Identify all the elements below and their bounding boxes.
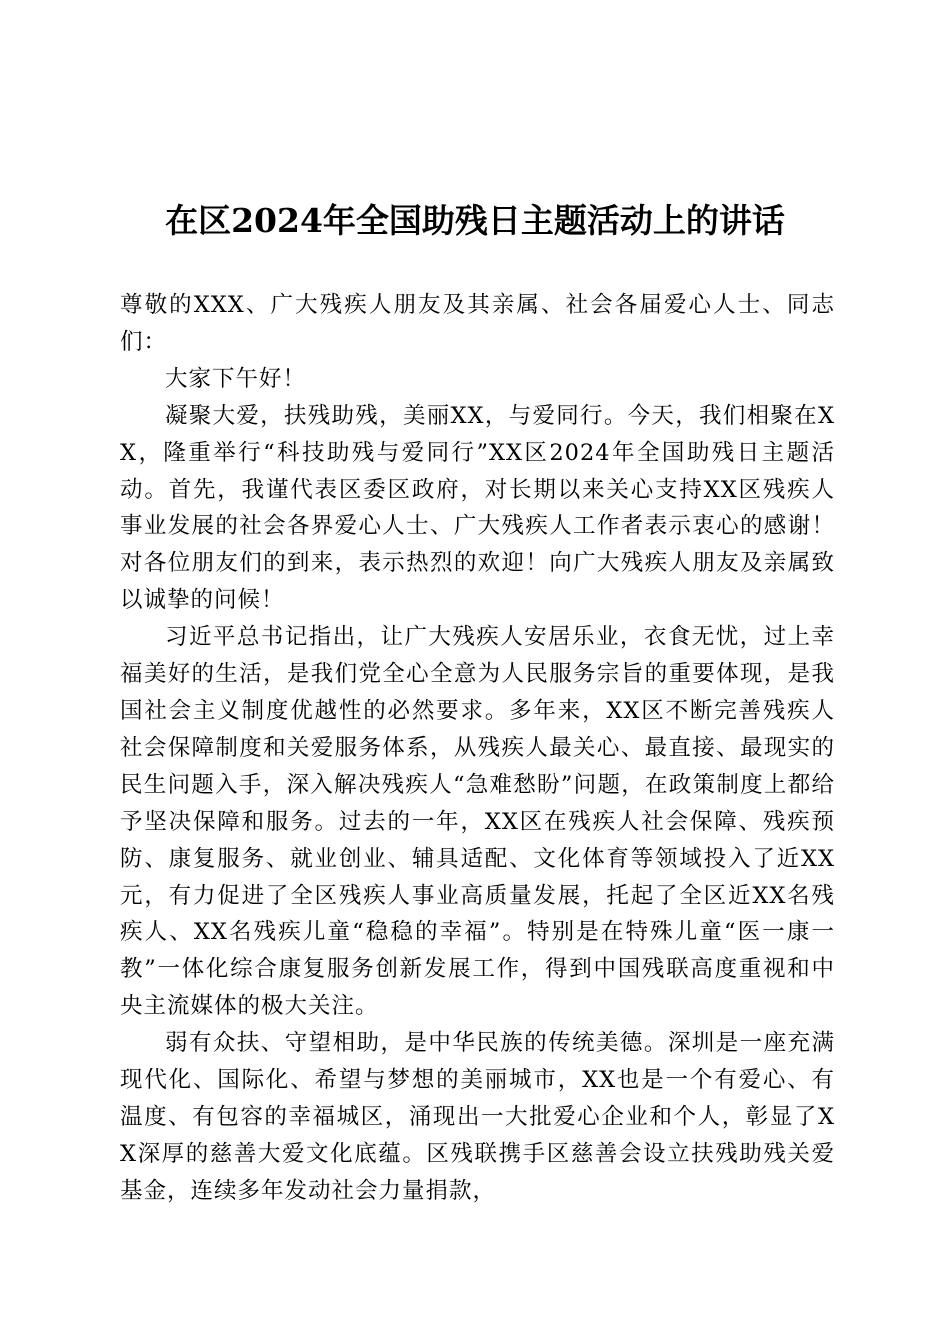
- paragraph-achievements: 习近平总书记指出，让广大残疾人安居乐业，衣食无忧，过上幸福美好的生活，是我们党全心全意为人民服务宗旨的重要体现，是我国社会主义制度优越性的必然要求。多年来，XX区不断完善残疾人社会保障制度和关爱服务体系，从残疾人最关心、最直接、最现实的民生问题入手，深入解决残疾人“急难愁盼”问题，在政策制度上都给予坚决保障和服务。过去的一年，XX区在残疾人社会保障、残疾预防、康复服务、就业创业、辅具适配、文化体育等领域投入了近XX元，有力促进了全区残疾人事业高质量发展，托起了全区近XX名残疾人、XX名残疾儿童“稳稳的幸福”。特别是在特殊儿童“医一康一教”一体化综合康复服务创新发展工作，得到中国残联高度重视和中央主流媒体的极大关注。: [120, 624, 835, 1020]
- paragraph-opening: 凝聚大爱，扶残助残，美丽XX，与爱同行。今天，我们相聚在XX，隆重举行“科技助残与爱同行”XX区2024年全国助残日主题活动。首先，我谨代表区委区政府，对长期以来关心支持XX区残疾人事业发展的社会各界爱心人士、广大残疾人工作者表示衷心的感谢！对各位朋友们的到来，表示热烈的欢迎！向广大残疾人朋友及亲属致以诚挚的问候！: [120, 402, 835, 614]
- document-body: [120, 287, 835, 1210]
- document-title: 在区2024年全国助残日主题活动上的讲话: [165, 201, 785, 240]
- paragraph-tradition: 弱有众扶、守望相助，是中华民族的传统美德。深圳是一座充满现代化、国际化、希望与梦想的美丽城市，XX也是一个有爱心、有温度、有包容的幸福城区，涌现出一大批爱心企业和个人，彰显了XX深厚的慈善大爱文化底蕴。区残联携手区慈善会设立扶残助残关爱基金，连续多年发动社会力量捐款，: [120, 1030, 835, 1204]
- paragraph-greeting: 大家下午好！: [165, 365, 307, 392]
- salutation: 尊敬的XXX、广大残疾人朋友及其亲属、社会各届爱心人士、同志们：: [120, 292, 835, 355]
